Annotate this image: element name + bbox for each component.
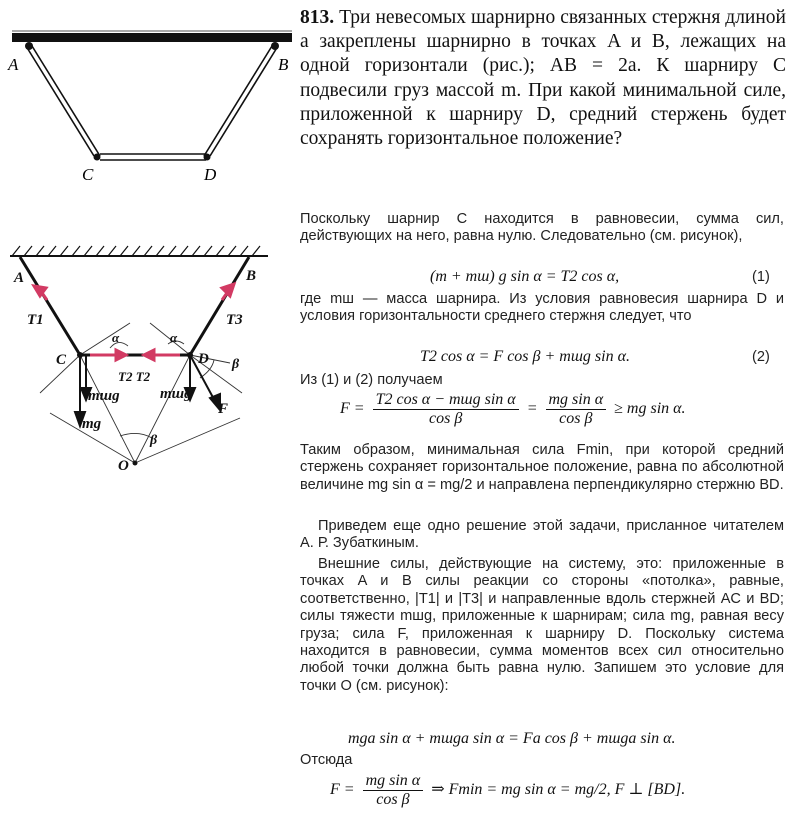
label-b: B [246,268,257,284]
tension-arrows [34,284,234,360]
label-c: C [82,165,94,184]
eq3-denominator-1: cos β [428,410,463,427]
problem-text: Три невесомых шарнирно связанных стержня длиной a закреплены шарнирно в точках A и B, лежащих на одной горизонтали (рис.); AB = 2a. К шарниру C подвесили груз массой m. При какой минимальной силе, приложенной к шарниру D, средний стержень будет сохранять горизонтальное положение? [300,7,786,150]
solution-paragraph-4: Таким образом, минимальная сила Fmin, при которой средний стержень сохраняет горизонтальное положение, равна по абсолютной величине mg sin α = mg/2 и направлена перпендикулярно стержню BD. [300,442,784,493]
hinges [25,42,279,161]
solution-paragraph-7: Отсюда [300,752,353,768]
equation-1-number: (1) [752,269,770,285]
problem-number: 813. [300,7,335,28]
label-alpha-2: α [170,330,178,345]
solution-paragraph-5: Приведем еще одно решение этой задачи, присланное читателем А. Р. Зубаткиным. [300,518,784,552]
equation-3: F = $\frac{\text{T2 cos α − mшg sin α}}{\text{cos β}}$ = $\frac{\text{mg sin α}}{\text{cos β}}$ ≥ mg sin α. [340,391,686,427]
eq3-denominator-2: cos β [559,410,593,427]
label-f: F [218,401,229,417]
label-o: O [118,458,129,474]
figure-1 [0,0,300,190]
eq3-numerator-2: mg sin α [546,391,607,410]
label-t2: T2 T2 [118,369,151,384]
label-d: D [204,165,217,184]
eq5-numerator: mg sin α [363,772,424,791]
figure-2 [0,238,300,483]
label-t3: T3 [226,312,243,328]
equation-2-number: (2) [752,349,770,365]
label-b: B [278,55,289,74]
label-c: C [56,352,67,368]
label-beta-2: β [150,433,158,448]
solution-paragraph-1: Поскольку шарнир C находится в равновесии, сумма сил, действующих на него, равна нулю. Следовательно (см. рисунок), [300,211,784,245]
solution-paragraph-2: где mш — масса шарнира. Из условия равновесия шарнира D и условия горизонтальности среднего стержня следует, что [300,291,784,325]
label-mg-sh-right: mшg [160,386,192,402]
rods [26,46,278,160]
solution-paragraph-6: Внешние силы, действующие на систему, это: приложенные в точках A и B силы реакции со стороны «потолка», равные, соответственно, |T1| и |T3| и направленные вдоль стержней AC и BD; силы тяжести mшg, приложенные к шарнирам; сила mg, равная весу груза; сила F, приложенная к шарниру D. Поскольку система находится в равновесии, сумма моментов всех сил относительно любой точки должна быть равна нулю. Запишем это условие для точки O (см. рисунок): [300,556,784,694]
label-a: A [14,270,25,286]
eq5-denominator: cos β [376,791,410,808]
label-a: A [8,55,19,74]
label-mg-sh-left: mшg [88,388,120,404]
label-t1: T1 [27,312,44,328]
solution-paragraph-3: Из (1) и (2) получаем [300,372,443,388]
label-beta-1: β [232,357,240,372]
eq3-numerator-1: T2 cos α − mшg sin α [373,391,519,410]
ceiling-hatch [10,246,268,256]
equation-1: (m + mш) g sin α = T2 cos α, [430,268,620,285]
rods [20,257,249,355]
ceiling-beam [12,31,292,42]
label-mg-left: mg [82,416,102,432]
label-d: D [198,351,209,367]
label-alpha-1: α [112,330,120,345]
equation-4: mga sin α + mшga sin α = Fa cos β + mшga sin α. [348,730,676,747]
equation-5: F = $\frac{\text{mg sin α}}{\text{cos β}}$ ⇒ Fmin = mg sin α = mg/2, F ⊥ [BD]. [330,772,686,808]
problem-statement [300,6,786,151]
equation-2: T2 cos α = F cos β + mшg sin α. [420,348,630,365]
